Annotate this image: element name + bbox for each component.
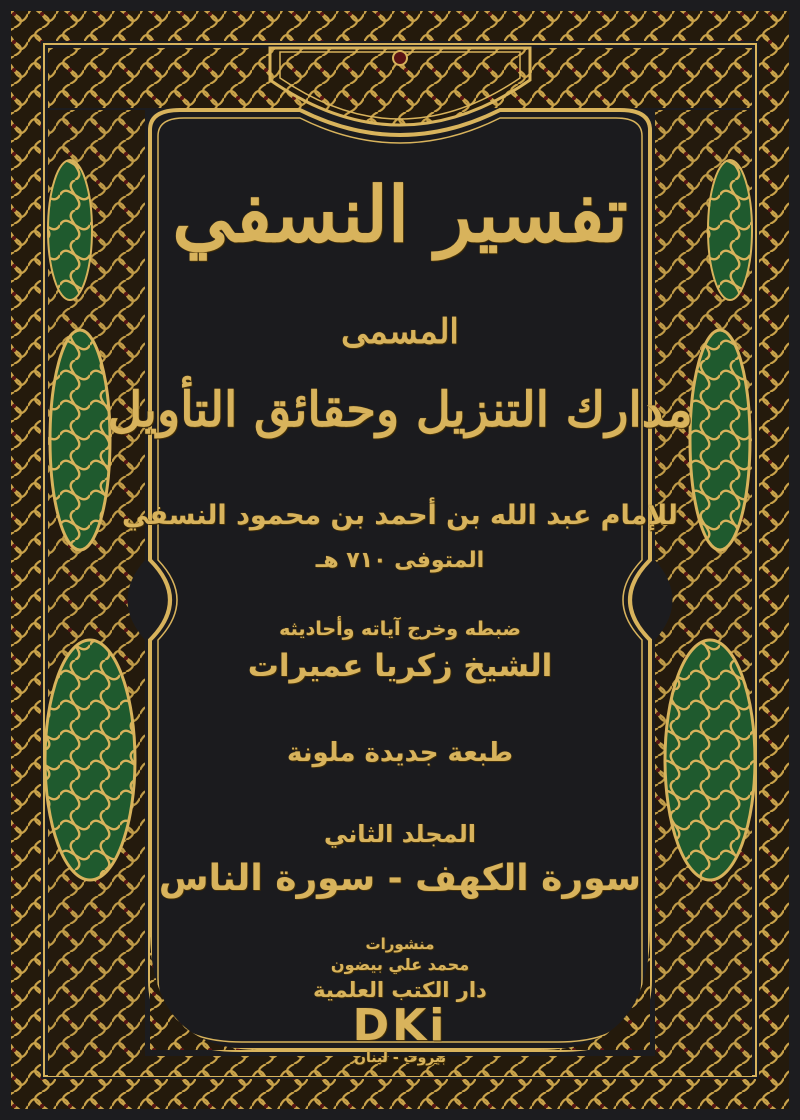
- publisher-line-2: محمد علي بيضون: [330, 955, 470, 974]
- surah-range: سورة الكهف - سورة الناس: [158, 858, 642, 899]
- author-line: للإمام عبد الله بن أحمد بن محمود النسفي: [122, 500, 678, 531]
- author-death-date: المتوفى ٧١٠ هـ: [315, 548, 485, 573]
- volume-label: المجلد الثاني: [324, 820, 476, 848]
- publisher-line-1: منشورات: [365, 935, 435, 953]
- publisher-city: بيروت - لبنان: [354, 1050, 446, 1066]
- editor-name: الشيخ زكريا عميرات: [247, 648, 553, 684]
- book-title: تفسير النسفي: [172, 170, 628, 259]
- publisher-name: دار الكتب العلمية: [313, 978, 487, 1002]
- publisher-logo: DKi: [352, 1000, 448, 1051]
- edition-label: طبعة جديدة ملونة: [286, 738, 514, 768]
- named-label: المسمى: [341, 312, 459, 352]
- book-subtitle: مدارك التنزيل وحقائق التأويل: [107, 382, 693, 438]
- editor-note: ضبطه وخرج آياته وأحاديثه: [279, 618, 521, 640]
